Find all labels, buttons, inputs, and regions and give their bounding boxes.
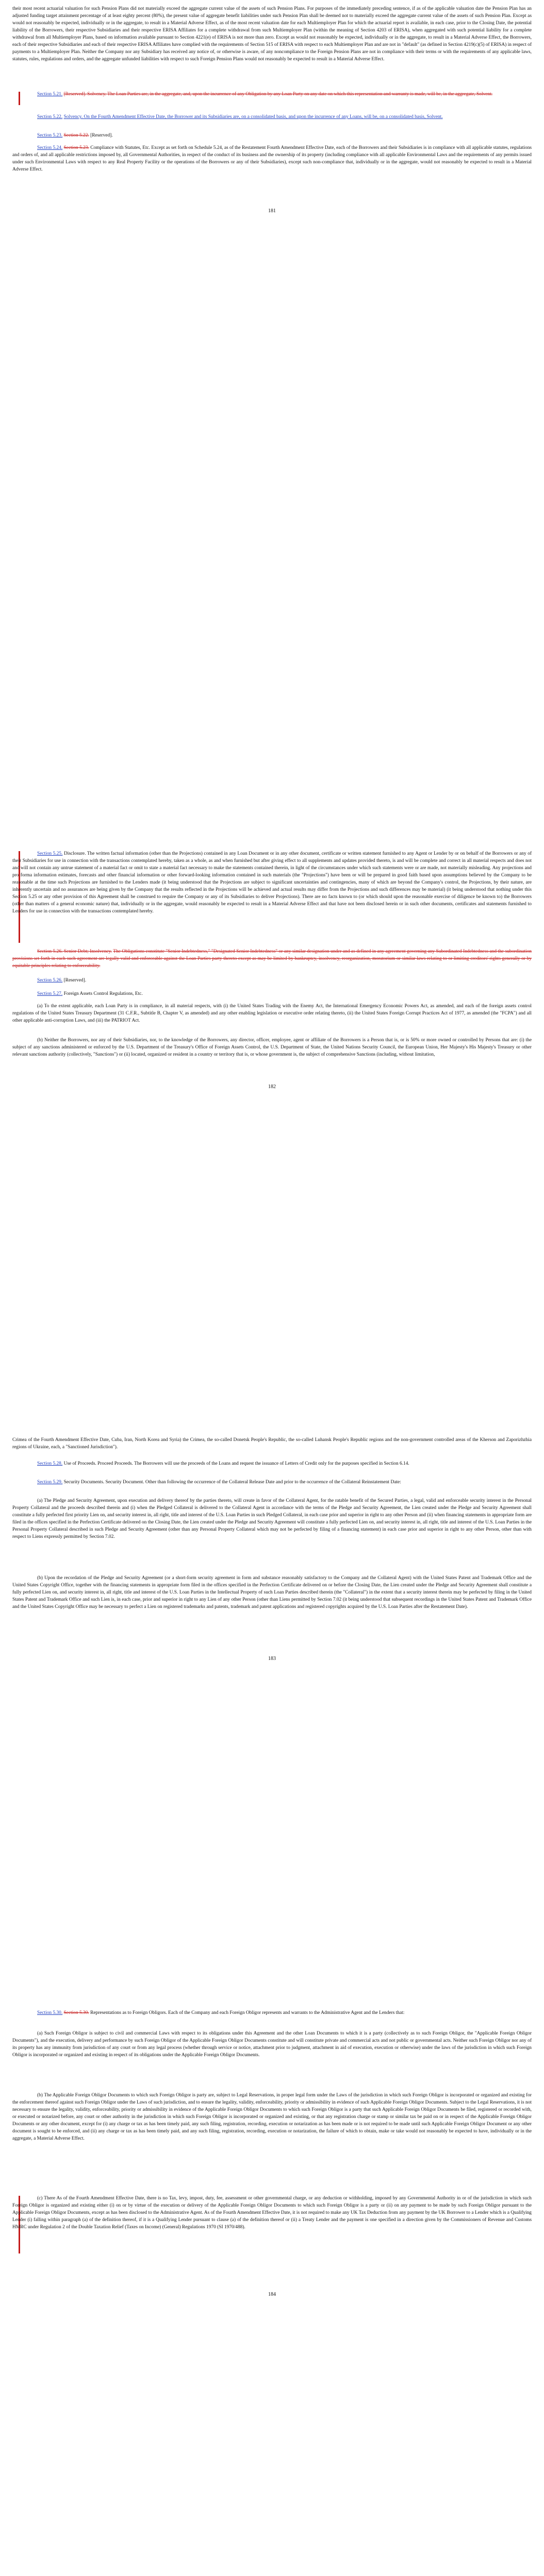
inserted-section-text: Solvency. On the Fourth Amendment Effective Date, the Borrower and its Subsidiaries are, on a consolidated basis, and upon the incurrence of any Loans, will be, on a consolidated basis, Solvent. [63, 114, 443, 120]
section-number[interactable]: Section 5.23. [37, 133, 63, 138]
section-text: [Reserved]. [90, 133, 113, 138]
section-5-30-c: (c) There As of the Fourth Amendment Effective Date, there is no Tax, levy, impost, duty, fee, assessment or other governmental charge, or any deduction or withholding, imposed by any Governmental Authority in or of the jurisdiction in which such Foreign Obligor is organized and existing either (i) on or by virtue of the execution or delivery of the Applicable Foreign Obligor Documents to which such Foreign Obligor is a party or (ii) on any payment to be made by such Foreign Obligor pursuant to the Applicable Foreign Obligor Documents, except as has been disclosed to the Administrative Agent. As of the Fourth Amendment Effective Date, it is not required to make any UK Tax Deduction from any payment by the UK Borrower to a Lender which is a Qualifying Lender (i) falling within paragraph (a) of the definition thereof, if it is a Qualifying Lender pursuant to clause (a) of the definition thereof or (ii) a Treaty Lender and the payment is one specified in a direction given by the Commissioners of Revenue and Customs HMRC under Regulation 2 of the Double Taxation Relief (Taxes on Income) (General) Regulations 1970 (SI 1970/488). [12, 2196, 532, 2230]
deleted-number: Section 5.23. [63, 145, 89, 150]
section-number[interactable]: Section 5.22. [37, 114, 63, 120]
section-number[interactable]: Section 5.26. [37, 978, 63, 983]
section-5-23 [12, 132, 532, 139]
deleted-heading: Section 5.26. Senior Debt; Insolvency. [37, 949, 112, 954]
section-5-29-b: (b) Upon the recordation of the Pledge and Security Agreement (or a short-form security agreement in form and substance reasonably satisfactory to the Company and the Collateral Agent) with the United States Patent and Trademark Office and the United States Copyright Office, together with the financing statements in appropriate form filed in the offices specified in the Perfection Certificate delivered on or before the Closing Date, the Lien created under the Pledge and Security Agreement shall constitute a fully perfected Lien on, and security interest in, all right, title and interest of the U.S. Loan Parties in the Intellectual Property of such Loan Parties described therein (the "Collateral") in the extent that a security interest therein may be perfected by filing in the United States Patent and Trademark Office and such Lien is, in each case, prior and superior in right to any Lien of any other Person (other than Liens permitted by Section 7.02 (it being understood that subsequent recordings in the United States Patent and Trademark Office and the United States Copyright Office may be necessary to perfect a Lien on registered trademarks and patents, trademark and patent applications and registered copyrights acquired by the U.S. Loan Parties after the Restatement Date). [12, 1575, 532, 1609]
section-number[interactable]: Section 5.28. [37, 1461, 63, 1466]
page-number: 181 [268, 208, 276, 214]
section-text: Security Documents. Security Document. Other than following the occurrence of the Collateral Release Date and prior to the occurrence of the Collateral Reinstatement Date: [63, 1480, 401, 1485]
section-5-27-b-continuation: Crimea of the Fourth Amendment Effective Date, Cuba, Iran, North Korea and Syria) the Crimea, the so-called Donetsk People's Republic, the so-called Luhansk People's Republic regions and the non-government controlled areas of the Kherson and Zaporizhzhia regions of Ukraine, each, a "Sanctioned Jurisdiction"). [12, 1437, 532, 1450]
section-text: [Reserved]. [63, 978, 87, 983]
section-5-28 [12, 1460, 532, 1467]
section-5-30-b: (b) The Applicable Foreign Obligor Documents to which such Foreign Obligor is party are, subject to Legal Reservations, in proper legal form under the Laws of the jurisdiction in which such Foreign Obligor is incorporated or organized and existing for the enforcement thereof against such Foreign Obligor under the Laws of such jurisdiction, and to ensure the legality, validity, enforceability, priority or admissibility in evidence of such Applicable Foreign Obligor Documents. Subject to the Legal Reservations, it is not necessary to ensure the legality, validity, enforceability, priority or admissibility in evidence of the Applicable Foreign Obligor Documents to which such Foreign Obligor is a party that such Applicable Foreign Obligor Documents be filed, registered or recorded with, or executed or notarized before, any court or other authority in the jurisdiction in which such Foreign Obligor is incorporated or organized and existing, or that any registration charge or stamp or similar tax be paid on or in respect of the Applicable Foreign Obligor Documents or any other document, except for (i) any charge or tax as has been timely paid, any such filing, registration, recording, execution or notarization as has been made or is not required to be made until such Applicable Foreign Obligor Document or any other document is sought to be enforced, and (ii) any charge or tax as has been timely paid, and any such filing, registration, recording, execution or notarization, the failure of which to obtain, make or take would not reasonably be expected to have, individually or in the aggregate, a Material Adverse Effect. [12, 2093, 532, 2141]
section-5-26-deleted [12, 948, 532, 970]
section-number[interactable]: Section 5.24. [37, 145, 63, 150]
section-text: Use of Proceeds. Proceed Proceeds. The Borrowers will use the proceeds of the Loans and request the issuance of Letters of Credit only for the purposes specified in Section 6.14. [63, 1461, 409, 1466]
section-5-27-a: (a) To the extent applicable, each Loan Party is in compliance, in all material respects, with (i) the United States Trading with the Enemy Act, the International Emergency Economic Powers Act, as amended, and each of the foreign assets control regulations of the United States Treasury Department (31 C.F.R., Subtitle B, Chapter V, as amended) and any other enabling legislation or executive order relating thereto, (ii) the United States Foreign Corrupt Practices Act of 1977, as amended (the "FCPA") and all other applicable anti-corruption Laws, and (iii) the PATRIOT Act. [12, 1004, 532, 1023]
deleted-number: Section 5.22. [63, 133, 89, 138]
section-number[interactable]: Section 5.29. [37, 1480, 63, 1485]
section-number[interactable]: Section 5.30. [37, 2010, 63, 2015]
section-text: Foreign Assets Control Regulations, Etc. [63, 991, 143, 996]
section-5-29 [12, 1479, 532, 1486]
section-5-21 [12, 91, 532, 98]
section-5-27-b: (b) Neither the Borrowers, nor any of their Subsidiaries, nor, to the knowledge of the Borrowers, any director, officer, employee, agent or affiliate of the Borrowers is a Person that is, or is 50% or more owned or controlled by Persons that are: (i) the subject of any sanctions administered or enforced by the U.S. Department of the Treasury's Office of Foreign Assets Control, the U.S. Department of State, the United Nations Security Council, the European Union, Her Majesty's His Majesty's Treasury or other relevant sanctions authority (collectively, "Sanctions") or (ii) located, organized or resident in a country or territory that is, or whose government is, the subject of comprehensive Sanctions (including, without limitation, [12, 1038, 532, 1057]
paragraph-erisa-continuation: their most recent actuarial valuation for such Pension Plans did not materially exceed the aggregate current value of the assets of such Pension Plans. For purposes of the immediately preceding sentence, if as of the applicable valuation date the Pension Plan has an adjusted funding target attainment percentage of at least eighty percent (80%), the present value of aggregate benefit liabilities under such Pension Plan shall be deemed not to materially exceed the aggregate current value of the assets of such Pension Plan. Except as would not reasonably be expected, individually or in the aggregate, to result in a Material Adverse Effect, as of the most recent valuation date for each Multiemployer Plan for which the actuarial report is available, in each case, prior to the Closing Date, the potential liability of the Borrowers, their respective Subsidiaries and their respective ERISA Affiliates for a complete withdrawal from such Multiemployer Plan (within the meaning of Section 4203 of ERISA), when aggregated with such potential liability for a complete withdrawal from all Multiemployer Plans, based on information available pursuant to Section 4221(e) of ERISA is not more than zero. Except as would not reasonably be expected, individually or in the aggregate, to result in a Material Adverse Effect, the Borrowers, each of their respective Subsidiaries and each of their respective ERISA Affiliates have complied with the requirements of Section 515 of ERISA with respect to each Multiemployer Plan and are not in "default" (as defined in Section 4219(c)(5) of ERISA) in respect of payments to a Multiemployer Plan. Neither the Company nor any Subsidiary has received any notice of, or otherwise is aware, of any noncompliance to the Foreign Pension Plans are not in compliance with their terms or with the requirements of any applicable laws, statutes, rules, regulations and orders, and the aggregate unfunded liabilities with respect to such Foreign Pension Plans would not reasonably be expected to result in a Material Adverse Effect. [12, 6, 532, 62]
section-5-30 [12, 2009, 532, 2016]
section-5-30-a: (a) Such Foreign Obligor is subject to civil and commercial Laws with respect to its obligations under this Agreement and the other Loan Documents to which it is a party (collectively as to such Foreign Obligor, the "Applicable Foreign Obligor Documents"), and the execution, delivery and performance by such Foreign Obligor of the Applicable Foreign Obligor Documents constitute and will constitute private and commercial acts and not public or governmental acts. Neither such Foreign Obligor nor any of its property has any immunity from jurisdiction of any court or from any legal process (whether through service or notice, attachment prior to judgment, attachment in aid of execution, execution or otherwise) under the laws of the jurisdiction in which such Foreign Obligor is incorporated or organized and existing in respect of its obligations under the Applicable Foreign Obligor Documents. [12, 2031, 532, 2058]
section-text: Disclosure. The written factual information (other than the Projections) contained in any Loan Document or in any other document, certificate or written statement furnished to any Agent or Lender by or on behalf of the Borrowers or any of their Subsidiaries for use in connection with the transactions contemplated hereby, taken as a whole, as and when furnished but after giving effect to all supplements and updates provided thereto, is and will be complete and correct in all material respects and does not and will not contain any untrue statement of a material fact or omit to state a material fact necessary to make the statements contained therein, in light of the circumstances under which such statements were or are made, not materially misleading. Any projections and pro forma information estimates, forecasts and other financial information or other forward-looking information contained in such materials (the "Projections") have been or will be prepared in good faith based upon assumptions believed by the Company to be reasonable at the time such Projections are furnished to the Lenders made (it being understood that the Projections are subject to significant uncertainties and contingencies, many of which are beyond the Company's control, the Projections, by their nature, are inherently uncertain and no assurances are being given by the Company that the results reflected in the Projections will be achieved and actual results may differ from the Projections and such differences may be material) (it being understood that nothing under this Section 5.25 or any other provision of this Agreement shall be construed to require the Company or any of its Subsidiaries to deliver Projections). There are no facts known to (or which should upon the reasonable exercise of diligence be known to) the Borrowers (other than matters of a general economic nature) that, individually or in the aggregate, would reasonably be expected to result in a Material Adverse Effect and that have not been disclosed herein or in such other documents, certificates and statements furnished to Lenders for use in connection with the transactions contemplated hereby. [12, 851, 532, 914]
deleted-section-text: [Reserved]. Solvency. The Loan Parties are, in the aggregate, and, upon the incurrence of any Obligation by any Loan Party on any date on which this representation and warranty is made, will be, in the aggregate, Solvent. [63, 92, 493, 97]
section-5-26 [12, 977, 532, 984]
page-number: 182 [268, 1084, 276, 1090]
section-text: Representations as to Foreign Obligors. Each of the Company and each Foreign Obligor represents and warrants to the Administrative Agent and the Lenders that: [90, 2010, 405, 2015]
page-number: 184 [268, 2292, 276, 2297]
section-5-27 [12, 990, 532, 997]
deleted-section-text: The Obligations constitute "Senior Indebtedness," "Designated Senior Indebtedness" or any similar designation under and as defined in any agreement governing any Subordinated Indebtedness and the subordination provisions set forth in each such agreement are legally valid and enforceable against the Loan Parties party thereto except as may be limited by bankruptcy, insolvency, reorganization, moratorium or similar laws relating to or limiting creditors' rights generally or by equitable principles relating to enforceability. [12, 949, 532, 969]
deleted-number: Section 5.30. [63, 2010, 89, 2015]
section-5-25 [12, 850, 532, 915]
page-number: 183 [268, 1656, 276, 1662]
section-5-24 [12, 144, 532, 173]
section-text: Compliance with Statutes, Etc. Except as set forth on Schedule 5.24, as of the Restatement Fourth Amendment Effective Date, each of the Borrowers and their Subsidiaries is in compliance with all applicable statutes, regulations and orders of, and all applicable restrictions imposed by, all Governmental Authorities, in respect of the conduct of its business and the ownership of its property (including compliance with all applicable Environmental Laws and the requirements of any permits issued under such Environmental Laws with respect to any Real Property Facility or the operations of the Borrowers or any of their Subsidiaries), except such non-compliance that, individually or in the aggregate, would not reasonably be expected to result in a Material Adverse Effect. [12, 145, 532, 172]
section-number[interactable]: Section 5.27. [37, 991, 63, 996]
section-number[interactable]: Section 5.21. [37, 92, 63, 97]
section-number[interactable]: Section 5.25. [37, 851, 63, 856]
section-5-22 [12, 113, 532, 121]
section-5-29-a: (a) The Pledge and Security Agreement, upon execution and delivery thereof by the parties thereto, will create in favor of the Collateral Agent, for the ratable benefit of the Secured Parties, a legal, valid and enforceable security interest in the Personal Property Collateral and the proceeds described therein and (i) when the Pledged Collateral is delivered to the Collateral Agent in accordance with the terms of the Pledge and Security Agreement, the Lien created under the Pledge and Security Agreement shall constitute a fully perfected first priority Lien on, and security interest in, all right, title and interest of the U.S. Loan Parties in such Pledged Collateral, in each case prior and superior in right to any other Person and (ii) when financing statements in appropriate form are filed in the offices specified in the Perfection Certificate delivered on the Closing Date, the Lien created under the Pledge and Security Agreement will constitute a fully perfected Lien on, and security interest in, all right, title and interest of the U.S. Loan Parties in the Personal Property Collateral described in such Pledge and Security Agreement (other than any Personal Property Collateral which may not be perfected by filing of a financing statement) in each case prior and superior in right to any other Person, other than with respect to Liens expressly permitted by Section 7.02. [12, 1498, 532, 1539]
